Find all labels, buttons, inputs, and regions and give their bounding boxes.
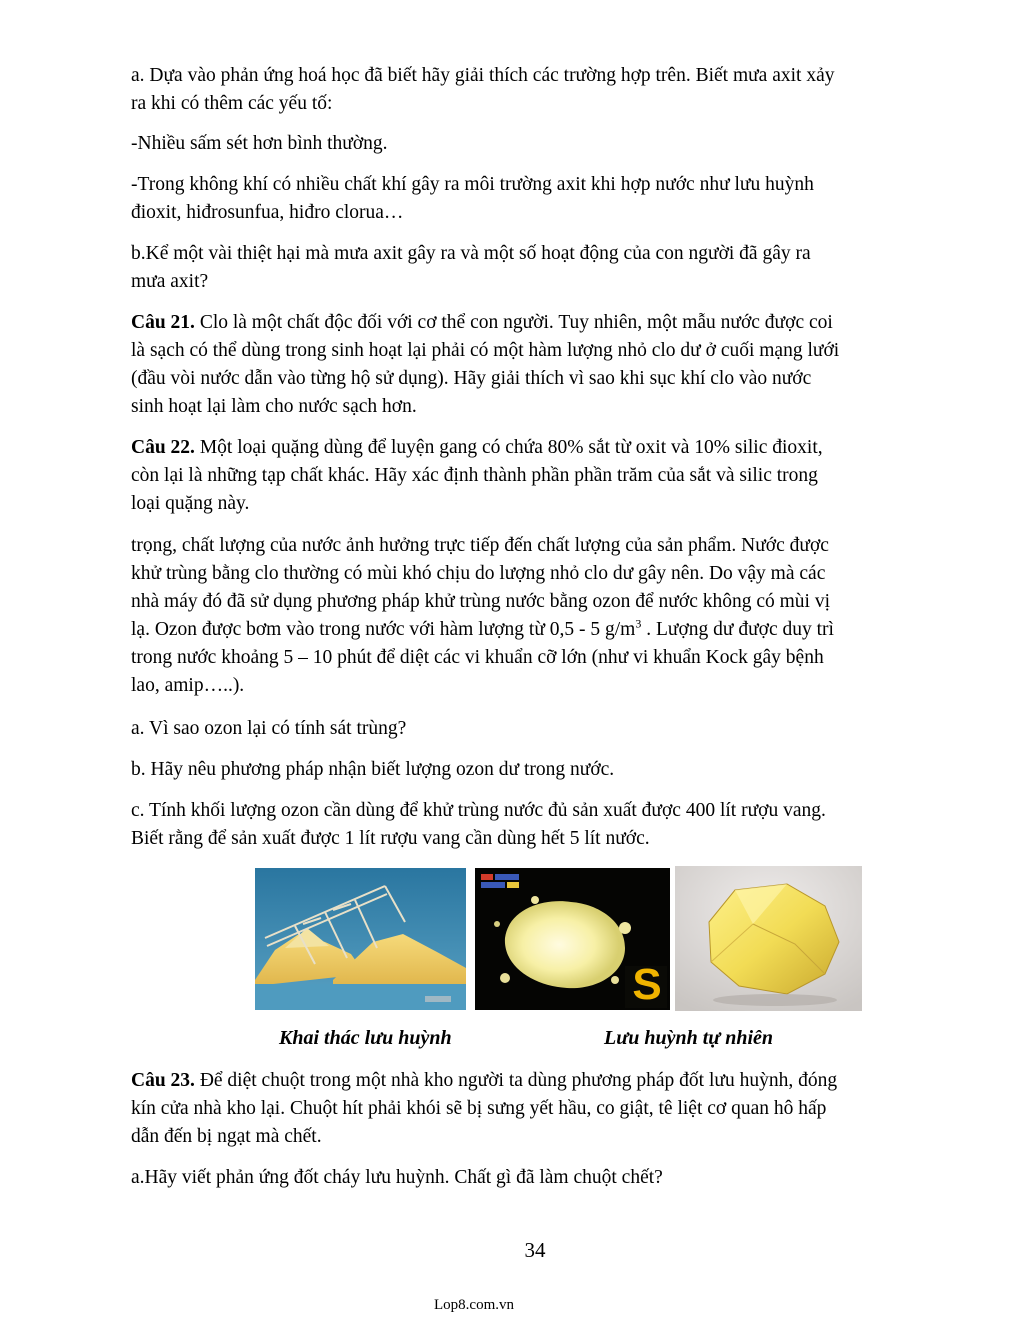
text-line: a.Hãy viết phản ứng đốt cháy lưu huỳnh. Chất gì đã làm chuột chết? [131,1167,663,1188]
paragraph-acid-gases [131,171,921,227]
text-line: trong nước khoảng 5 – 10 phút để diệt các vi khuẩn cỡ lớn (như vi khuẩn Kock gây bệnh [131,647,824,668]
question-22 [131,434,921,518]
text-line: dẫn đến bị ngạt mà chết. [131,1126,322,1147]
text-line: sinh hoạt lại làm cho nước sạch hơn. [131,396,417,417]
question-label: Câu 23. [131,1070,195,1091]
text-line: -Trong không khí có nhiều chất khí gây ra môi trường axit khi hợp nước như lưu huỳnh [131,174,814,195]
text-line: loại quặng này. [131,493,250,514]
page-number: 34 [524,1238,546,1262]
text-line: lao, amip…..). [131,675,245,696]
paragraph-acid-rain-question-b [131,240,921,296]
element-symbol-label: S [632,960,662,1009]
footer-site-name: Lop8.com.vn [434,1297,514,1313]
superscript: 3 [635,616,642,631]
text-line: còn lại là những tạp chất khác. Hãy xác định thành phần phần trăm của sắt và silic trong [131,465,818,486]
question-21 [131,309,921,421]
text-line: khử trùng bằng clo thường có mùi khó chịu do lượng nhỏ clo dư gây nên. Do vậy mà các [131,563,826,584]
natural-sulfur-photo [675,866,862,1011]
question-ozon-b [131,756,921,784]
text-line: trọng, chất lượng của nước ảnh hưởng trực tiếp đến chất lượng của sản phẩm. Nước được [131,535,829,556]
text-line: ra khi có thêm các yếu tố: [131,93,333,114]
text-line: (đầu vòi nước dẫn vào từng hộ sử dụng). Hãy giải thích vì sao khi sục khí clo vào nước [131,368,812,389]
text-line: mưa axit? [131,271,209,292]
sulfur-powder-photo [475,868,670,1010]
paragraph-lightning [131,130,921,158]
caption-sulfur-mining: Khai thác lưu huỳnh [279,1027,452,1049]
text-line: a. Dựa vào phản ứng hoá học đã biết hãy giải thích các trường hợp trên. Biết mưa axit xảy [131,65,835,86]
text-line: -Nhiều sấm sét hơn bình thường. [131,133,388,154]
text-line: Để diệt chuột trong một nhà kho người ta dùng phương pháp đốt lưu huỳnh, đóng [194,1070,838,1091]
text-line: kín cửa nhà kho lại. Chuột hít phải khói sẽ bị sưng yết hầu, co giật, tê liệt cơ quan hô hấp [131,1098,827,1119]
text-line: nhà máy đó đã sử dụng phương pháp khử trùng nước bằng ozon để nước không có mùi vị [131,591,831,612]
sulfur-mining-photo [255,868,466,1010]
caption-natural-sulfur: Lưu huỳnh tự nhiên [604,1027,774,1049]
text-line: b.Kể một vài thiệt hại mà mưa axit gây ra và một số hoạt động của con người đã gây ra [131,243,811,264]
text-line: là sạch có thể dùng trong sinh hoạt lại phải có một hàm lượng nhỏ clo dư ở cuối mạng lưới [131,340,840,361]
question-23-a [131,1164,921,1192]
sulfur-mining-illustration [255,868,466,1010]
natural-sulfur-illustration [675,866,862,1011]
text-line: Clo là một chất độc đối với cơ thể con người. Tuy nhiên, một mẫu nước được coi [194,312,833,333]
paragraph-ozon-disinfection [131,532,921,700]
text-line: đioxit, hiđrosunfua, hiđro clorua… [131,202,404,223]
paragraph-acid-rain-question-a [131,62,921,118]
text-line: a. Vì sao ozon lại có tính sát trùng? [131,718,407,739]
text-line: lạ. Ozon được bơm vào trong nước với hàm lượng từ 0,5 - 5 g/m [131,619,636,640]
text-line: Biết rằng để sản xuất được 1 lít rượu vang cần dùng hết 5 lít nước. [131,828,650,849]
question-label: Câu 21. [131,312,195,333]
question-ozon-a [131,715,921,743]
text-line: Một loại quặng dùng để luyện gang có chứa 80% sắt từ oxit và 10% silic đioxit, [194,437,823,458]
question-23 [131,1067,921,1151]
question-label: Câu 22. [131,437,195,458]
question-ozon-c [131,797,921,853]
text-line: b. Hãy nêu phương pháp nhận biết lượng ozon dư trong nước. [131,759,615,780]
text-line: . Lượng dư được duy trì [641,619,834,640]
text-line: c. Tính khối lượng ozon cần dùng để khử trùng nước đủ sản xuất được 400 lít rượu vang. [131,800,826,821]
